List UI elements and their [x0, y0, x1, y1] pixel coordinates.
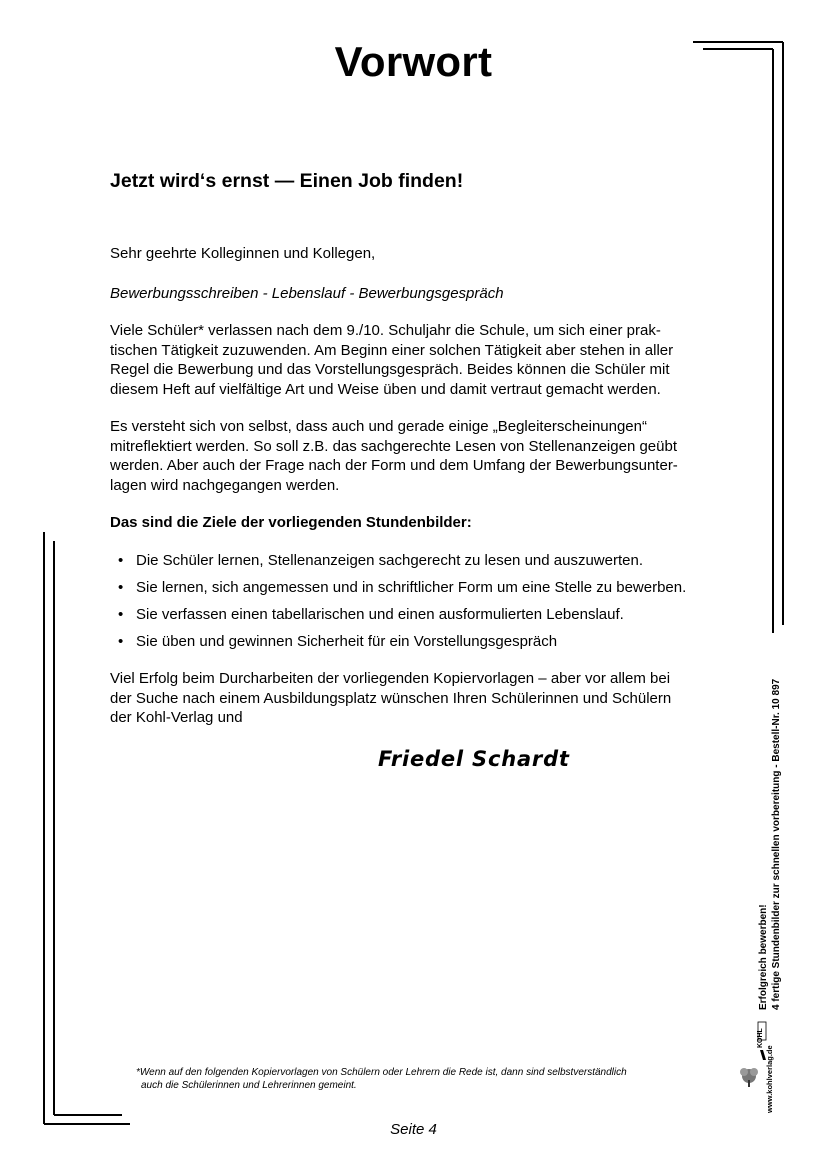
footnote-line: *Wenn auf den folgenden Kopiervorlagen von Schülern oder Lehrern die Rede ist, dann sind selbstverständlich — [136, 1067, 627, 1078]
tree-logo-icon — [738, 1020, 768, 1090]
text-line: Viele Schüler* verlassen nach dem 9./10. Schuljahr die Schule, um sich einer prak- — [110, 322, 661, 339]
goals-list — [118, 551, 686, 659]
footnote — [136, 1066, 627, 1092]
salutation: Sehr geehrte Kolleginnen und Kollegen, — [110, 245, 376, 262]
text-line: Viel Erfolg beim Durcharbeiten der vorliegenden Kopiervorlagen – aber vor allem bei — [110, 670, 671, 687]
text-line: diesem Heft auf vielfältige Art und Weise üben und damit vertraut gemacht werden. — [110, 380, 661, 398]
paragraph-topics — [110, 417, 730, 495]
text-line: mitreflektiert werden. So soll z.B. das sachgerechte Lesen von Stellenanzeigen geübt — [110, 437, 677, 455]
side-subtitle: 4 fertige Stundenbilder zur schnellen vorbereitung - Bestell-Nr. 10 897 — [770, 678, 782, 1010]
side-title: Erfolgreich bewerben! — [758, 904, 769, 1010]
closing-paragraph — [110, 669, 730, 728]
goals-heading: Das sind die Ziele der vorliegenden Stundenbilder: — [110, 514, 472, 531]
side-publication-info — [758, 678, 798, 1010]
section-subtitle: Jetzt wird‘s ernst — Einen Job finden! — [110, 170, 464, 192]
lead-line: Bewerbungsschreiben - Lebenslauf - Bewerbungsgespräch — [110, 285, 504, 302]
list-item — [118, 632, 686, 659]
goal-text: Die Schüler lernen, Stellenanzeigen sachgerecht zu lesen und auszuwerten. — [136, 552, 643, 569]
text-line: lagen wird nachgegangen werden. — [110, 476, 340, 494]
list-item — [118, 578, 686, 605]
page-title: Vorwort — [334, 38, 493, 85]
text-line: Regel die Bewerbung und das Vorstellungsgespräch. Beides können die Schüler mit — [110, 361, 670, 379]
goal-text: Sie üben und gewinnen Sicherheit für ein Vorstellungsgespräch — [136, 633, 558, 650]
footnote-line: auch die Schülerinnen und Lehrerinnen gemeint. — [141, 1080, 357, 1091]
text-line: tischen Tätigkeit zuzuwenden. Am Beginn einer solchen Tätigkeit aber stehen in aller — [110, 341, 674, 359]
list-item — [118, 551, 686, 578]
text-line: Es versteht sich von selbst, dass auch und gerade einige „Begleiterscheinungen“ — [110, 418, 647, 435]
bullet-icon: • — [118, 633, 124, 650]
bullet-icon: • — [118, 579, 124, 596]
text-line: der Suche nach einem Ausbildungsplatz wünschen Ihren Schülerinnen und Schülern — [110, 689, 672, 707]
text-line: werden. Aber auch der Frage nach der Form und dem Umfang der Bewerbungsunter- — [110, 457, 678, 475]
paragraph-intro — [110, 321, 730, 399]
text-line: der Kohl-Verlag und — [110, 709, 243, 727]
page-number: Seite 4 — [390, 1121, 437, 1138]
list-item — [118, 605, 686, 632]
logo-text: KOHL — [757, 1028, 764, 1048]
bullet-icon: • — [118, 552, 124, 569]
bullet-icon: • — [118, 606, 124, 623]
signature: Friedel Schardt — [378, 747, 570, 771]
side-url: www.kohlverlag.de — [765, 1045, 774, 1113]
goal-text: Sie verfassen einen tabellarischen und einen ausformulierten Lebenslauf. — [136, 606, 624, 623]
goal-text: Sie lernen, sich angemessen und in schriftlicher Form um eine Stelle zu bewerben. — [136, 579, 687, 596]
